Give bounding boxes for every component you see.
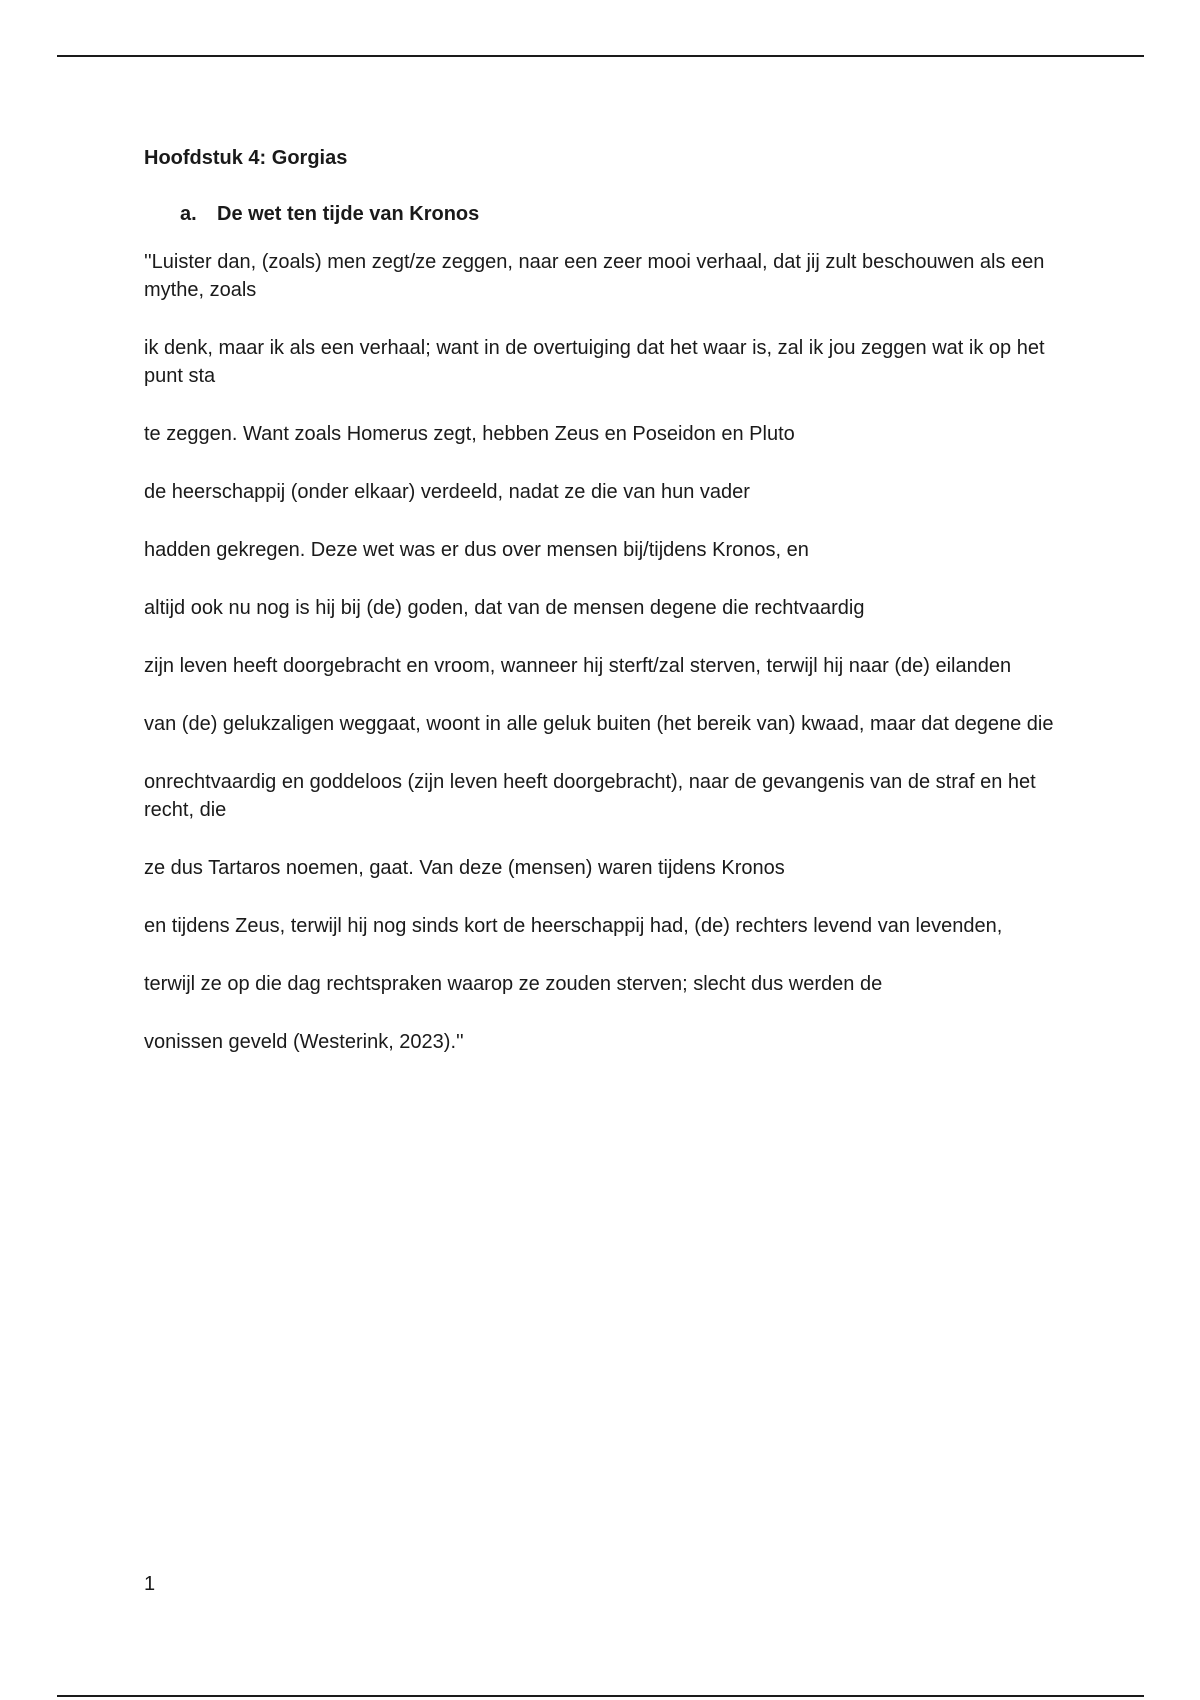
quote-paragraphs xyxy=(144,248,1074,1056)
paragraph: ze dus Tartaros noemen, gaat. Van deze (mensen) waren tijdens Kronos xyxy=(144,857,785,879)
paragraph: zijn leven heeft doorgebracht en vroom, wanneer hij sterft/zal sterven, terwijl hij naar (de) eilanden xyxy=(144,655,1012,677)
paragraph: de heerschappij (onder elkaar) verdeeld, nadat ze die van hun vader xyxy=(144,481,750,503)
page-number: 1 xyxy=(144,1573,156,1595)
paragraph: hadden gekregen. Deze wet was er dus over mensen bij/tijdens Kronos, en xyxy=(144,539,809,561)
header-rule xyxy=(57,55,1144,57)
paragraph: ik denk, maar ik als een verhaal; want in de overtuiging dat het waar is, zal ik jou zeggen wat ik op het punt sta xyxy=(144,337,1045,387)
paragraph: te zeggen. Want zoals Homerus zegt, hebben Zeus en Poseidon en Pluto xyxy=(144,423,795,445)
section-heading xyxy=(180,202,1074,226)
footer-rule xyxy=(57,1695,1144,1697)
paragraph: en tijdens Zeus, terwijl hij nog sinds kort de heerschappij had, (de) rechters levend van levenden, xyxy=(144,915,1003,937)
paragraph: terwijl ze op die dag rechtspraken waarop ze zouden sterven; slecht dus werden de xyxy=(144,973,883,995)
document-body xyxy=(144,146,1074,1086)
section-marker: a. xyxy=(180,203,197,225)
section-heading-text: De wet ten tijde van Kronos xyxy=(217,203,480,225)
paragraph: ''Luister dan, (zoals) men zegt/ze zeggen, naar een zeer mooi verhaal, dat jij zult beschouwen als een mythe, zoals xyxy=(144,251,1045,301)
paragraph: vonissen geveld (Westerink, 2023).'' xyxy=(144,1031,464,1053)
paragraph: van (de) gelukzaligen weggaat, woont in alle geluk buiten (het bereik van) kwaad, maar dat degene die xyxy=(144,713,1054,735)
chapter-title: Hoofdstuk 4: Gorgias xyxy=(144,147,348,169)
paragraph: onrechtvaardig en goddeloos (zijn leven heeft doorgebracht), naar de gevangenis van de straf en het recht, die xyxy=(144,771,1036,821)
paragraph: altijd ook nu nog is hij bij (de) goden, dat van de mensen degene die rechtvaardig xyxy=(144,597,865,619)
